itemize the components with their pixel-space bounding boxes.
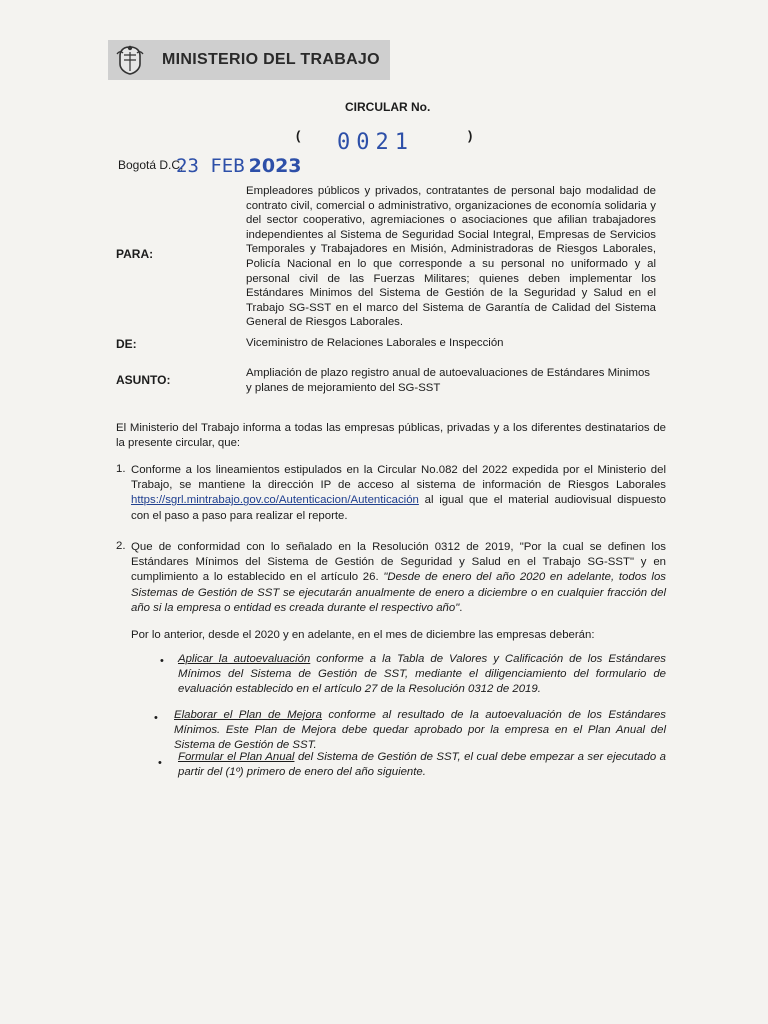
item-1-before-link: Conforme a los lineamientos estipulados en la Circular No.082 del 2022 expedida por el Ministerio del Trabajo, se mantiene la dirección IP de acceso al sistema de información de Riesgos Laborales	[131, 464, 666, 492]
circular-label: CIRCULAR No.	[345, 100, 431, 114]
asunto-text: Ampliación de plazo registro anual de autoevaluaciones de Estándares Minimos y planes de mejoramiento del SG-SST	[246, 367, 650, 394]
city-label: Bogotá D.C,	[118, 158, 184, 172]
bullet-1-marker: •	[160, 655, 164, 667]
item-1-text	[131, 463, 666, 524]
ministry-title: MINISTERIO DEL TRABAJO	[162, 51, 380, 68]
para-label: PARA:	[116, 247, 154, 261]
bullet-1-rest: conforme a la Tabla de Valores y Calificación de los Estándares Mínimos del Sistema de Gestión de SST, mediante el diligenciamiento del formulario de evaluación establecido en el artículo 27 de la Resolución 0312 de 2019.	[178, 653, 666, 695]
item-1-after-link: al igual que el material audiovisual dispuesto con el paso a paso para realizar el reporte.	[131, 494, 666, 522]
intro-paragraph: El Ministerio del Trabajo informa a todas las empresas públicas, privadas y a los diferentes destinatarios de la presente circular, que:	[116, 422, 666, 449]
bullet-2-rest: conforme al resultado de la autoevaluación de los Estándares Mínimos. Este Plan de Mejora debe quedar aprobado por la empresa en el Plan Anual del Sistema de Gestión de SST.	[174, 709, 666, 751]
sub-intro: Por lo anterior, desde el 2020 y en adelante, en el mes de diciembre las empresas deberán:	[131, 629, 595, 641]
item-2-number: 2.	[116, 540, 126, 552]
bullet-2-text	[174, 708, 666, 753]
item-2-quote: "Desde de enero del año 2020 en adelante, todos los Sistemas de Gestión de SST se ejecutarán anualmente de enero a diciembre o en cualquier fracción del año si la empresa o entidad es creada durante el respectivo año"	[131, 571, 666, 614]
para-text: Empleadores públicos y privados, contratantes de personal bajo modalidad de contrato civil, comercial o administrativo, organizaciones de economía solidaria y del sector cooperativo, agremiaciones o asociaciones que afilian trabajadores independientes al Sistema de Seguridad Social Integral, Empresas de Servicios Temporales y Trabajadores en Misión, Administradoras de Riesgos Laborales, Policía Nacional en lo que corresponde a su personal no uniformado y al personal civil de las Fuerzas Militares; quienes deben implementar los Estándares Minimos del Sistema de Gestión de la Seguridad y Salud en el Trabajo SG-SST en el marco del Sistema de Garantía de Calidad del Sistema General de Riesgos Laborales.	[246, 185, 656, 329]
date-stamp	[176, 155, 302, 177]
bullet-1-text	[178, 652, 666, 697]
sgrl-link[interactable]: https://sgrl.mintrabajo.gov.co/Autenticacion/Autenticación	[131, 494, 419, 507]
item-2-end: .	[459, 601, 463, 614]
asunto-label: ASUNTO:	[116, 373, 171, 387]
paren-close: )	[468, 128, 473, 143]
paren-open: (	[296, 128, 301, 143]
date-year: 2023	[248, 155, 302, 177]
bullet-1-underlined: Aplicar la autoevaluación	[178, 653, 311, 665]
item-2-text	[131, 540, 666, 616]
coat-of-arms-icon	[114, 44, 146, 76]
item-1-number: 1.	[116, 463, 126, 475]
bullet-2-marker: •	[154, 712, 158, 724]
de-text: Viceministro de Relaciones Laborales e Inspección	[246, 337, 504, 349]
de-label: DE:	[116, 337, 137, 351]
circular-number-stamp: 0021	[337, 130, 414, 155]
item-2-body: Que de conformidad con lo señalado en la Resolución 0312 de 2019, "Por la cual se definen los Estándares Mínimos del Sistema de Gestión de Seguridad y Salud en el Trabajo SG-SST" y en cumplimiento a lo establecido en el artículo 26.	[131, 541, 666, 584]
date-day-month: 23 FEB	[176, 155, 245, 177]
bullet-2-underlined: Elaborar el Plan de Mejora	[174, 709, 322, 721]
bullet-3-rest: del Sistema de Gestión de SST, el cual debe empezar a ser ejecutado a partir del (1º) primero de enero del año siguiente.	[178, 751, 666, 778]
bullet-3-marker: •	[158, 757, 162, 769]
bullet-3-text	[178, 750, 666, 780]
bullet-3-underlined: Formular el Plan Anual	[178, 751, 295, 763]
